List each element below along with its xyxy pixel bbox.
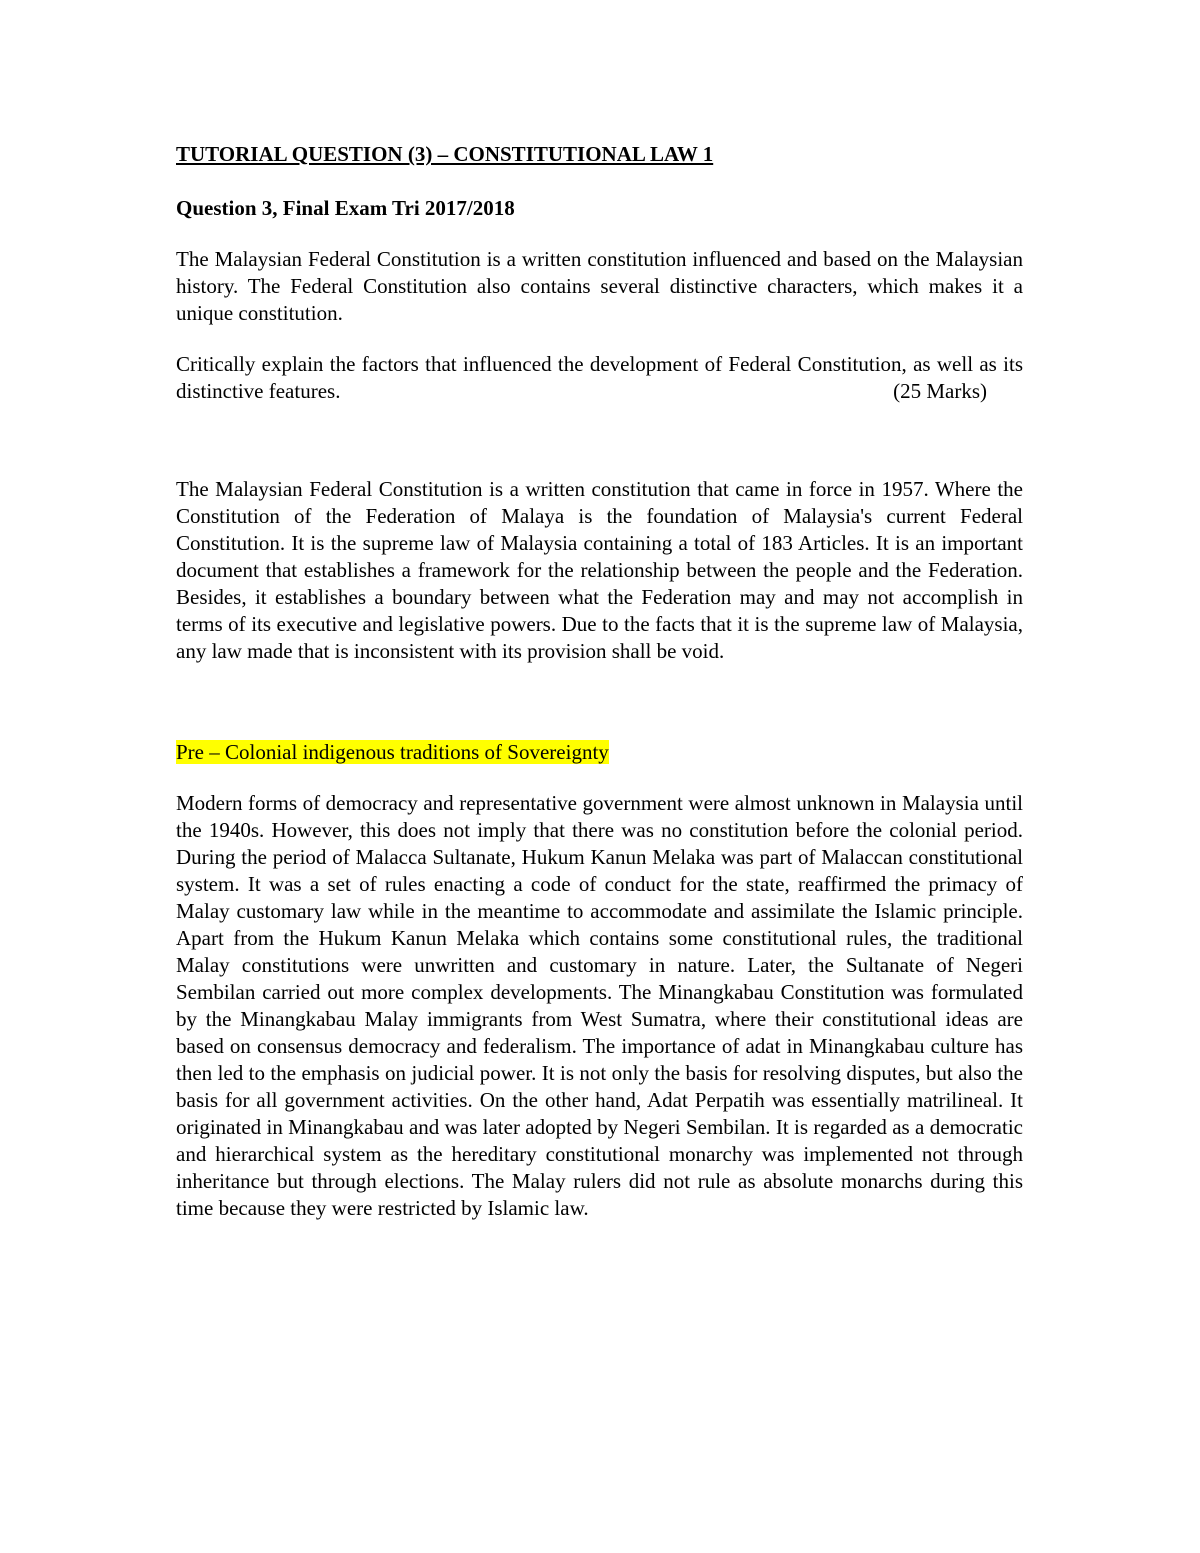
section-heading-highlighted-text: Pre – Colonial indigenous traditions of Sovereignty [176, 740, 609, 764]
section-body-paragraph: Modern forms of democracy and representative government were almost unknown in Malaysia until the 1940s. However, this does not imply that there was no constitution before the colonial period. During the period of Malacca Sultanate, Hukum Kanun Melaka was part of Malaccan constitutional system. It was a set of rules enacting a code of conduct for the state, reaffirmed the primacy of Malay customary law while in the meantime to accommodate and assimilate the Islamic principle. Apart from the Hukum Kanun Melaka which contains some constitutional rules, the traditional Malay constitutions were unwritten and customary in nature. Later, the Sultanate of Negeri Sembilan carried out more complex developments. The Minangkabau Constitution was formulated by the Minangkabau Malay immigrants from West Sumatra, where their constitutional ideas are based on consensus democracy and federalism. The importance of adat in Minangkabau culture has then led to the emphasis on judicial power. It is not only the basis for resolving disputes, but also the basis for all government activities. On the other hand, Adat Perpatih was essentially matrilineal. It originated in Minangkabau and was later adopted by Negeri Sembilan. It is regarded as a democratic and hierarchical system as the hereditary constitutional monarchy was implemented not through inheritance but through elections. The Malay rulers did not rule as absolute monarchs during this time because they were restricted by Islamic law. [176, 791, 1023, 1220]
question-task-paragraph [176, 351, 1023, 405]
answer-intro-paragraph: The Malaysian Federal Constitution is a written constitution that came in force in 1957. Where the Constitution of the Federation of Malaya is the foundation of Malaysia's current Federal Constitution. It is the supreme law of Malaysia containing a total of 183 Articles. It is an important document that establishes a framework for the relationship between the people and the Federation. Besides, it establishes a boundary between what the Federation may and may not accomplish in terms of its executive and legislative powers. Due to the facts that it is the supreme law of Malaysia, any law made that is inconsistent with its provision shall be void. [176, 477, 1023, 663]
section-heading [176, 739, 1023, 766]
question-marks: (25 Marks) [893, 379, 987, 403]
document-title: TUTORIAL QUESTION (3) – CONSTITUTIONAL LAW 1 [176, 142, 714, 166]
document-page [176, 141, 1023, 1222]
question-task-block [176, 351, 1023, 405]
question-intro-paragraph: The Malaysian Federal Constitution is a written constitution influenced and based on the Malaysian history. The Federal Constitution also contains several distinctive characters, which makes it a unique constitution. [176, 247, 1023, 325]
question-task-text: Critically explain the factors that influenced the development of Federal Constitution, as well as its distinctive features. [176, 352, 1023, 403]
question-reference: Question 3, Final Exam Tri 2017/2018 [176, 196, 515, 220]
